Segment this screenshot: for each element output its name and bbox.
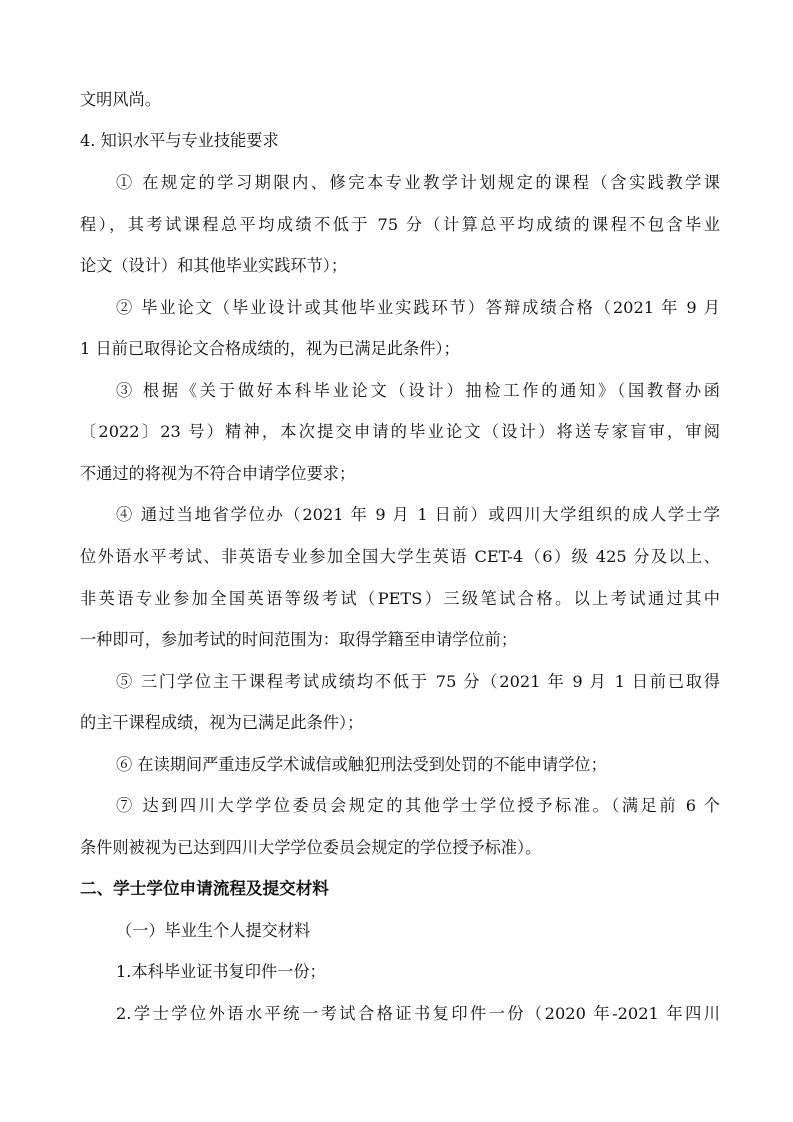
text-line: 条件则被视为已达到四川大学学位委员会规定的学位授予标准）。 xyxy=(80,838,542,857)
text-line: 非英语专业参加全国英语等级考试（PETS）三级笔试合格。以上考试通过其中 xyxy=(80,589,720,608)
list-item: 1.本科毕业证书复印件一份； xyxy=(116,962,326,981)
text-line: 论文（设计）和其他毕业实践环节）； xyxy=(80,256,348,275)
text-line: 的主干课程成绩，视为已满足此条件）； xyxy=(80,713,364,732)
text-line: ① 在规定的学习期限内、修完本专业教学计划规定的课程（含实践教学课 xyxy=(116,173,720,192)
text-line: ③ 根据《关于做好本科毕业论文（设计）抽检工作的通知》（国教督办函 xyxy=(116,381,720,400)
text-line: ④ 通过当地省学位办（2021 年 9 月 1 日前）或四川大学组织的成人学士学 xyxy=(116,505,720,524)
text-line: 一种即可，参加考试的时间范围为：取得学籍至申请学位前； xyxy=(80,630,518,649)
text-line: 程），其考试课程总平均成绩不低于 75 分（计算总平均成绩的课程不包含毕业 xyxy=(80,215,720,234)
text-line: ⑥ 在读期间严重违反学术诚信或触犯刑法受到处罚的不能申请学位； xyxy=(116,755,607,774)
text-line: 文明风尚。 xyxy=(80,90,161,109)
text-line: 不通过的将视为不符合申请学位要求； xyxy=(80,464,356,483)
subsection-title: （一）毕业生个人提交材料 xyxy=(116,921,311,940)
section-heading: 4. 知识水平与专业技能要求 xyxy=(80,131,279,150)
text-line: 位外语水平考试、非英语专业参加全国大学生英语 CET-4（6）级 425 分及以上、 xyxy=(80,547,720,566)
text-line: ⑦ 达到四川大学学位委员会规定的其他学士学位授予标准。（满足前 6 个 xyxy=(116,796,720,815)
text-line: 1 日前已取得论文合格成绩的，视为已满足此条件）； xyxy=(80,339,460,358)
text-line: ⑤ 三门学位主干课程考试成绩均不低于 75 分（2021 年 9 月 1 日前已取得 xyxy=(116,672,720,691)
text-line: ② 毕业论文（毕业设计或其他毕业实践环节）答辩成绩合格（2021 年 9 月 xyxy=(116,298,720,317)
list-item: 2.学士学位外语水平统一考试合格证书复印件一份（2020 年-2021 年四川 xyxy=(116,1004,720,1023)
text-line: 〔2022〕23 号）精神，本次提交申请的毕业论文（设计）将送专家盲审，审阅 xyxy=(80,422,720,441)
section-title: 二、学士学位申请流程及提交材料 xyxy=(80,879,329,898)
